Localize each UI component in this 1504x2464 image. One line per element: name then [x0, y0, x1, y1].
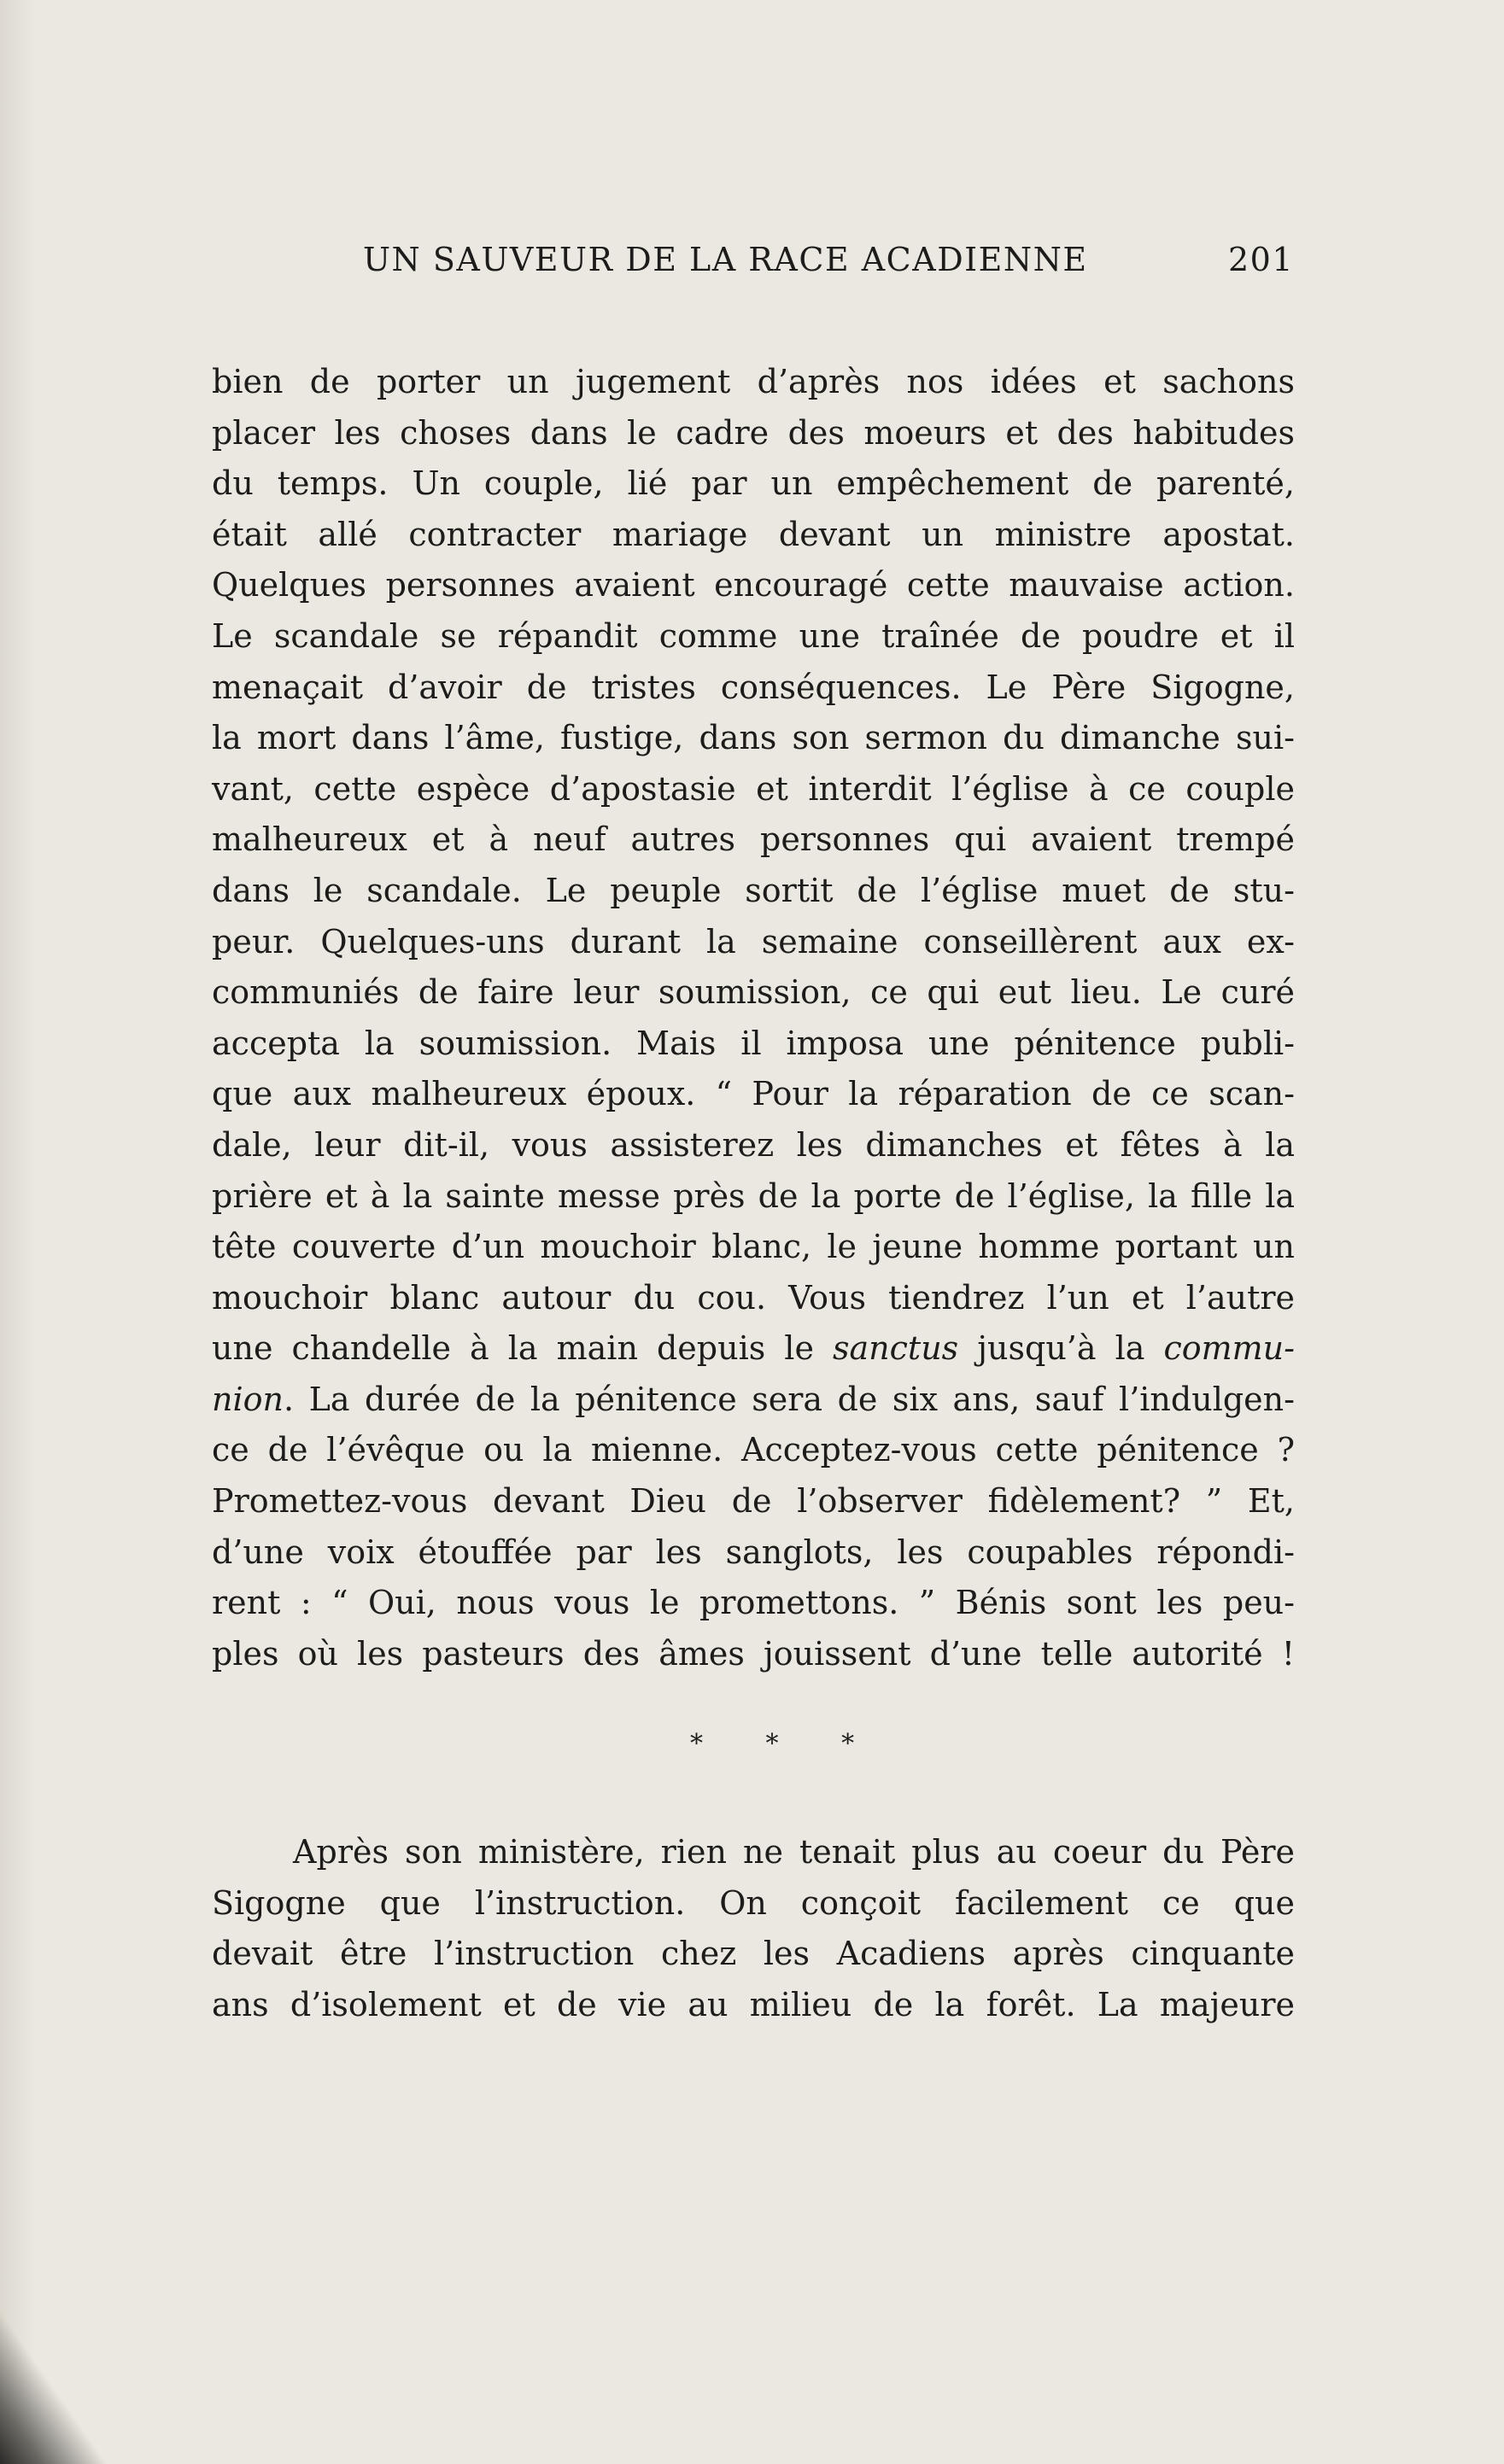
text-line: du temps. Un couple, lié par un empêchement de parenté, [212, 464, 1295, 503]
text-line: bien de porter un jugement d’après nos idées et sachons [212, 363, 1295, 400]
text-line: placer les choses dans le cadre des moeurs et des habitudes [212, 413, 1295, 452]
text-line: Le scandale se répandit comme une traînée de poudre et il [212, 616, 1295, 655]
text-line: la mort dans l’âme, fustige, dans son sermon du dimanche sui- [212, 719, 1295, 757]
text-line: dans le scandale. Le peuple sortit de l’église muet de stu- [212, 871, 1295, 909]
text-line: que aux malheureux époux. “ Pour la réparation de ce scan- [212, 1075, 1295, 1113]
page-gutter-shadow [0, 0, 34, 2464]
text-line: devait être l’instruction chez les Acadiens après cinquante [212, 1935, 1295, 1973]
text-line: Sigogne que l’instruction. On conçoit facilement ce que [212, 1883, 1295, 1922]
text-line: dale, leur dit-il, vous assisterez les dimanches et fêtes à la [212, 1125, 1295, 1164]
running-header [363, 241, 1294, 283]
text-line: d’une voix étouffée par les sanglots, les coupables répondi- [212, 1533, 1295, 1571]
text-line [212, 1375, 1295, 1426]
running-title: UN SAUVEUR DE LA RACE ACADIENNE [363, 241, 1088, 278]
text-line: rent : “ Oui, nous vous le promettons. ” Bénis sont les peu- [212, 1584, 1295, 1622]
text-line: mouchoir blanc autour du cou. Vous tiendrez l’un et l’autre [212, 1278, 1295, 1317]
paragraph-2 [212, 1827, 1295, 2030]
text-line: malheureux et à neuf autres personnes qui avaient trempé [212, 820, 1295, 859]
text-line: vant, cette espèce d’apostasie et interdit l’église à ce couple [212, 769, 1295, 808]
italic-term-communion-start: commu- [1163, 1329, 1295, 1368]
text-line: Quelques personnes avaient encouragé cette mauvaise action. [212, 566, 1295, 604]
text-line: Promettez-vous devant Dieu de l’observer fidèlement? ” Et, [212, 1482, 1295, 1521]
text-line: communiés de faire leur soumission, ce qui eut lieu. Le curé [212, 973, 1295, 1012]
text-segment: une chandelle à la main depuis le [212, 1329, 834, 1368]
italic-term-sanctus: sanctus [833, 1329, 959, 1368]
section-separator: * * * [690, 1729, 882, 1759]
text-line [212, 1323, 1295, 1375]
text-segment: . La durée de la pénitence sera de six ans, sauf l’indulgen- [283, 1380, 1295, 1418]
text-line: ce de l’évêque ou la mienne. Acceptez-vous cette pénitence ? [212, 1431, 1295, 1469]
text-line: était allé contracter mariage devant un ministre apostat. [212, 515, 1295, 553]
text-segment: jusqu’à la [958, 1329, 1164, 1368]
text-line: tête couverte d’un mouchoir blanc, le jeune homme portant un [212, 1228, 1295, 1266]
text-line: prière et à la sainte messe près de la porte de l’église, la fille la [212, 1177, 1295, 1215]
page-number: 201 [1227, 241, 1294, 278]
text-line: accepta la soumission. Mais il imposa une pénitence publi- [212, 1024, 1295, 1062]
text-line: peur. Quelques-uns durant la semaine conseillèrent aux ex- [212, 922, 1295, 960]
text-line: Après son ministère, rien ne tenait plus au coeur du Père [212, 1833, 1295, 1871]
paragraph-1 [212, 357, 1295, 1679]
italic-term-communion-end: nion [212, 1380, 284, 1418]
text-line: ples où les pasteurs des âmes jouissent d’une telle autorité ! [212, 1634, 1295, 1673]
text-line: menaçait d’avoir de tristes conséquences. Le Père Sigogne, [212, 668, 1295, 706]
text-line: ans d’isolement et de vie au milieu de la forêt. La majeure [212, 1985, 1295, 2023]
page-corner-shadow [0, 2293, 120, 2464]
